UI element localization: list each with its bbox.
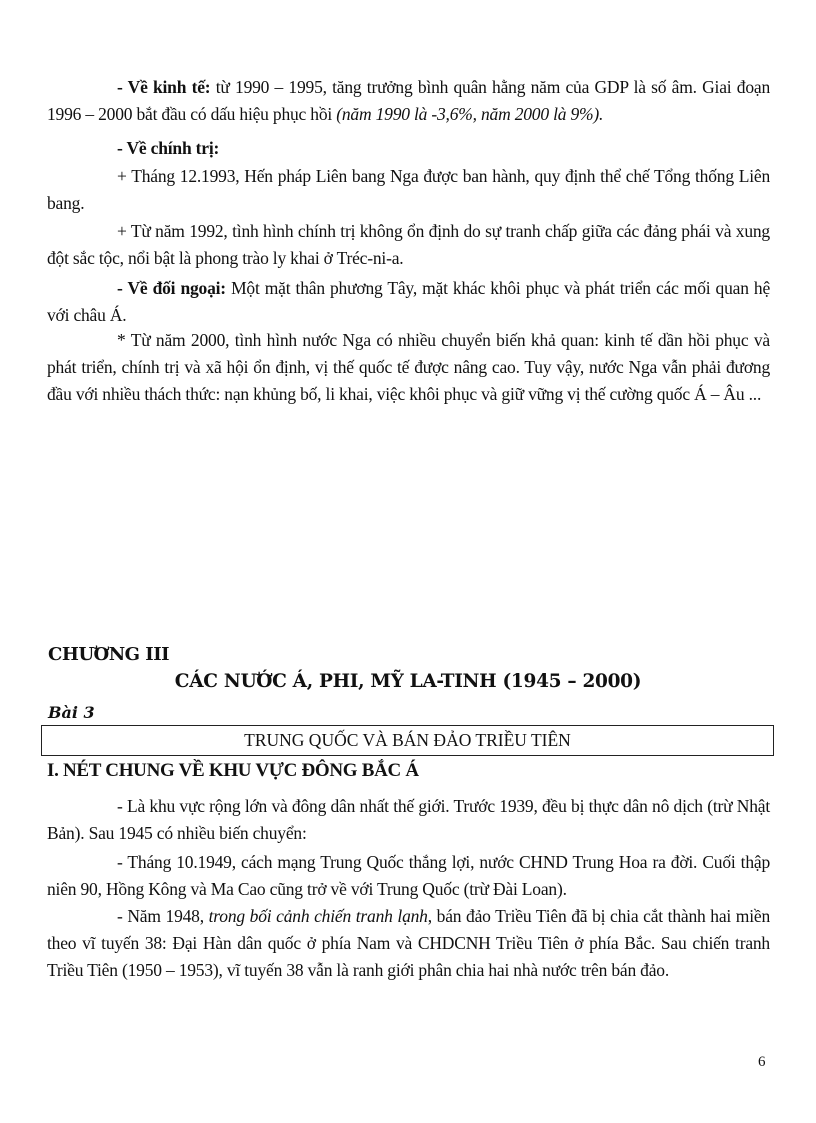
economy-label: - Về kinh tế: [117, 77, 211, 97]
economy-text: từ 1990 – 1995, tăng trưởng bình quân hằng năm của GDP là số âm. Giai đoạn 1996 – 2000 bắt đầu có dấu hiệu phục hồi [47, 77, 770, 124]
chapter-label: CHƯƠNG III [48, 644, 170, 665]
economy-note: (năm 1990 là -3,6%, năm 2000 là 9%). [336, 104, 604, 124]
foreign-label: - Về đối ngoại: [117, 278, 226, 298]
page-number: 6 [758, 1054, 766, 1070]
foreign-text: Một mặt thân phương Tây, mặt khác khôi phục và phát triển các mối quan hệ với châu Á. [47, 278, 771, 325]
politics-label: - Về chính trị: [117, 138, 220, 158]
section-1-p1-text: - Là khu vực rộng lớn và đông dân nhất thế giới. Trước 1939, đều bị thực dân nô dịch (trừ Nhật Bản). Sau 1945 có nhiều biến chuyển: [47, 796, 770, 843]
section-1-p3-italic: trong bối cảnh chiến tranh lạnh [208, 906, 428, 926]
chapter-title: CÁC NƯỚC Á, PHI, MỸ LA-TINH (1945 – 2000) [174, 671, 642, 692]
section-heading: I. NÉT CHUNG VỀ KHU VỰC ĐÔNG BẮC Á [47, 760, 419, 781]
section-1-p2-text: - Tháng 10.1949, cách mạng Trung Quốc thắng lợi, nước CHND Trung Hoa ra đời. Cuối thập niên 90, Hồng Kông và Ma Cao cũng trở về với Trung Quốc (trừ Đài Loan). [47, 852, 770, 899]
lesson-title-box [41, 725, 774, 756]
politics-label-paragraph [47, 135, 770, 162]
politics-item-1-text: + Tháng 12.1993, Hến pháp Liên bang Nga được ban hành, quy định thể chế Tổng thống Liên bang. [47, 166, 770, 213]
lesson-label: Bài 3 [48, 703, 95, 722]
economy-paragraph [47, 74, 770, 128]
foreign-paragraph [47, 275, 770, 329]
since-2000-paragraph [47, 327, 770, 408]
section-1-p3-rest: , bán đảo Triều Tiên đã bị chia cắt thành hai miền theo vĩ tuyến 38: Đại Hàn dân quốc ở phía Nam và CHDCNH Triều Tiên ở phía Bắc. Sau chiến tranh Triều Tiên (1950 – 1953), vĩ tuyến 38 vẫn là ranh giới phân chia hai nhà nước trên bán đảo. [47, 906, 771, 980]
since-2000-text: * Từ năm 2000, tình hình nước Nga có nhiều chuyển biến khả quan: kinh tế dần hồi phục và phát triển, chính trị và xã hội ổn định, vị thế quốc tế được nâng cao. Tuy vậy, nước Nga vẫn phải đương đầu với nhiều thách thức: nạn khủng bố, li khai, việc khôi phục và giữ vững vị thế cường quốc Á – Âu ... [47, 330, 770, 404]
section-1-p3-prefix: - Năm 1948, [117, 906, 209, 926]
section-1-paragraph-1 [47, 793, 770, 847]
section-1-paragraph-3 [47, 903, 770, 984]
politics-item-1 [47, 163, 770, 217]
lesson-title: TRUNG QUỐC VÀ BÁN ĐẢO TRIỀU TIÊN [244, 730, 571, 750]
section-1-paragraph-2 [47, 849, 770, 903]
politics-item-2-text: + Từ năm 1992, tình hình chính trị không ổn định do sự tranh chấp giữa các đảng phái và xung đột sắc tộc, nổi bật là phong trào ly khai ở Tréc-ni-a. [47, 221, 770, 268]
politics-item-2 [47, 218, 770, 272]
